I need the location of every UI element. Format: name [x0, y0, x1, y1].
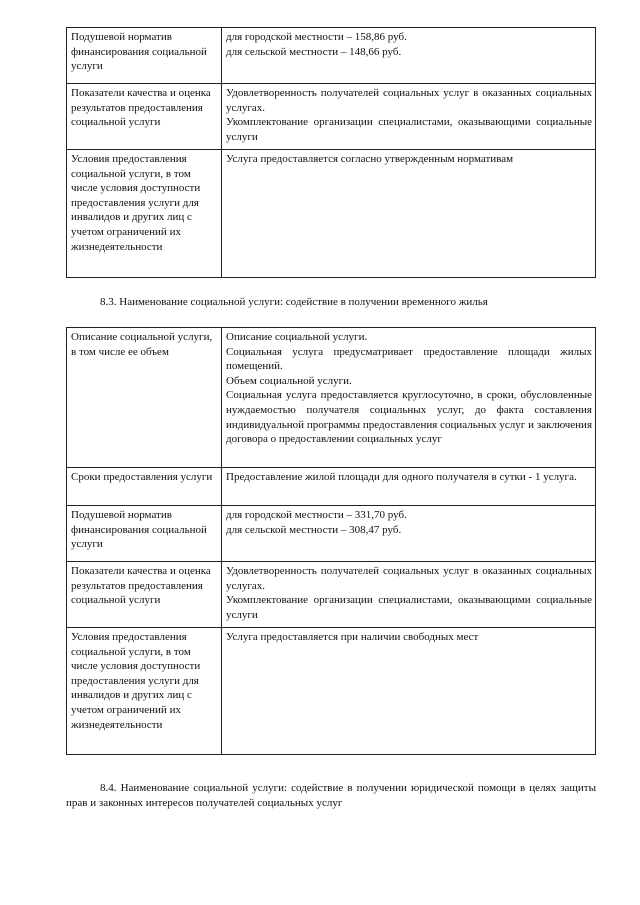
- value-line: Услуга предоставляется при наличии свободных мест: [226, 631, 479, 643]
- row-value: [222, 328, 596, 468]
- row-value: [222, 628, 596, 755]
- row-value: [222, 506, 596, 562]
- row-value: [222, 468, 596, 506]
- row-value: [222, 150, 596, 278]
- row-value: [222, 562, 596, 628]
- service-table-8-3: [66, 327, 596, 755]
- value-line: для сельской местности – 148,66 руб.: [226, 45, 402, 58]
- value-line: Описание социальной услуги.: [226, 331, 368, 343]
- row-value: [222, 84, 596, 150]
- section-heading-8-3: 8.3. Наименование социальной услуги: содействие в получении временного жилья: [100, 296, 488, 308]
- value-line: для городской местности – 331,70 руб.: [226, 509, 407, 521]
- table-row: [67, 328, 596, 468]
- value-line: Объем социальной услуги.: [226, 374, 352, 387]
- table-row: [67, 562, 596, 628]
- row-label: Условия предоставления социальной услуги, в том числе условия доступности предоставления услуги для инвалидов и других лиц с учетом ограничений их жизнедеятельности: [67, 150, 222, 278]
- value-line: для сельской местности – 308,47 руб.: [226, 523, 402, 536]
- value-line: Социальная услуга предусматривает предоставление площади жилых помещений.: [226, 345, 592, 373]
- row-label: Подушевой норматив финансирования социальной услуги: [67, 28, 222, 84]
- row-label: Показатели качества и оценка результатов предоставления социальной услуги: [67, 84, 222, 150]
- table-row: [67, 84, 596, 150]
- value-line: для городской местности – 158,86 руб.: [226, 31, 407, 43]
- table-row: [67, 150, 596, 278]
- value-line: Укомплектование организации специалистами, оказывающими социальные услуги: [226, 116, 592, 143]
- table-row: [67, 506, 596, 562]
- row-label: Условия предоставления социальной услуги, в том числе условия доступности предоставления услуги для инвалидов и других лиц с учетом ограничений их жизнедеятельности: [67, 628, 222, 755]
- value-line: Услуга предоставляется согласно утвержденным нормативам: [226, 153, 514, 165]
- service-table-8-2: [66, 27, 596, 278]
- value-line: Укомплектование организации специалистами, оказывающими социальные услуги: [226, 594, 592, 621]
- table-row: [67, 468, 596, 506]
- row-value: [222, 28, 596, 84]
- table-row: [67, 28, 596, 84]
- value-line: Социальная услуга предоставляется круглосуточно, в сроки, обусловленные нуждаемостью получателя социальных услуг, до факта составления индивидуальной программы предоставления социальных услуг и заключения договора о предоставлении социальных услуг: [226, 389, 592, 446]
- row-label: Подушевой норматив финансирования социальной услуги: [67, 506, 222, 562]
- value-line: Удовлетворенность получателей социальных услуг в оказанных социальных услугах.: [226, 565, 592, 592]
- section-heading-8-4: 8.4. Наименование социальной услуги: содействие в получении юридической помощи в целях защиты прав и законных интересов получателей социальных услуг: [66, 782, 596, 809]
- row-label: Сроки предоставления услуги: [67, 468, 222, 506]
- value-line: Удовлетворенность получателей социальных услуг в оказанных социальных услугах.: [226, 87, 592, 114]
- row-label: Описание социальной услуги, в том числе ее объем: [67, 328, 222, 468]
- row-label: Показатели качества и оценка результатов предоставления социальной услуги: [67, 562, 222, 628]
- table-row: [67, 628, 596, 755]
- value-line: Предоставление жилой площади для одного получателя в сутки - 1 услуга.: [226, 471, 577, 483]
